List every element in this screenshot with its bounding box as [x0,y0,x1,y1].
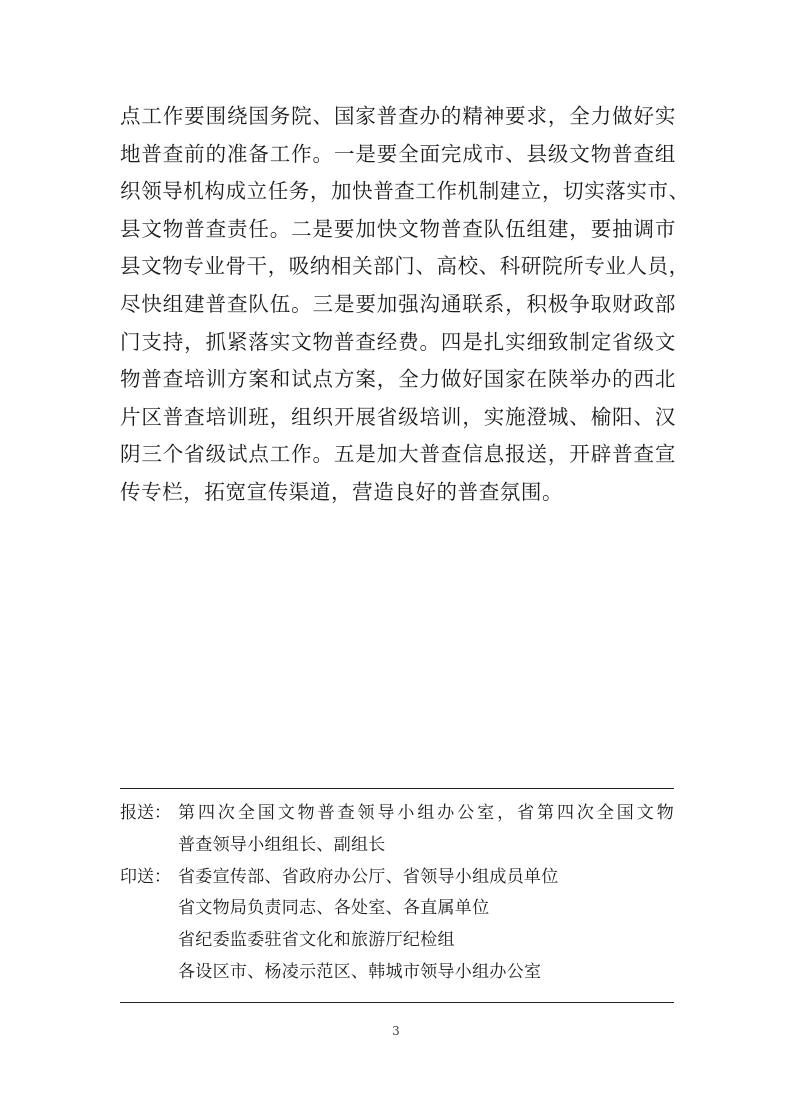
body-line: 地普查前的准备工作。一是要全面完成市、县级文物普查组 [120,141,676,166]
copy-to-row-continued [120,925,676,957]
page-number: 3 [392,1024,400,1038]
body-line: 尽快组建普查队伍。三是要加强沟通联系，积极争取财政部 [120,291,676,316]
report-to-row [120,798,676,830]
copy-to-label: 印送： [120,866,171,887]
distribution-top-rule [120,788,674,789]
body-paragraph [120,98,690,512]
body-line: 物普查培训方案和试点方案，全力做好国家在陕举办的西北 [120,367,676,392]
body-line: 织领导机构成立任务，加快普查工作机制建立，切实落实市、 [120,179,690,204]
report-to-row-continued [120,830,676,862]
copy-to-recipients: 省纪委监委驻省文化和旅游厅纪检组 [178,930,455,951]
body-line: 县文物专业骨干，吸纳相关部门、高校、科研院所专业人员， [120,254,690,279]
body-line: 传专栏，拓宽宣传渠道，营造良好的普查氛围。 [120,479,564,504]
body-line: 点工作要围绕国务院、国家普查办的精神要求，全力做好实 [120,104,676,128]
body-line: 片区普查培训班，组织开展省级培训，实施澄城、榆阳、汉 [120,404,676,429]
report-to-label: 报送： [120,803,171,823]
report-to-recipients: 普查领导小组组长、副组长 [178,834,386,855]
distribution-bottom-rule [120,1002,674,1003]
body-line: 县文物普查责任。二是要加快文物普查队伍组建，要抽调市 [120,216,676,241]
copy-to-row-continued [120,957,676,989]
body-line: 门支持，抓紧落实文物普查经费。四是扎实细致制定省级文 [120,329,676,354]
report-to-recipients: 第四次全国文物普查领导小组办公室，省第四次全国文物 [178,803,674,823]
copy-to-recipients: 各设区市、杨凌示范区、韩城市领导小组办公室 [178,961,542,982]
distribution-block [120,798,676,989]
copy-to-recipients: 省文物局负责同志、各处室、各直属单位 [178,898,490,919]
copy-to-row-continued [120,893,676,925]
copy-to-recipients: 省委宣传部、省政府办公厅、省领导小组成员单位 [178,866,559,887]
body-line: 阴三个省级试点工作。五是加大普查信息报送，开辟普查宣 [120,442,676,467]
copy-to-row [120,862,676,894]
